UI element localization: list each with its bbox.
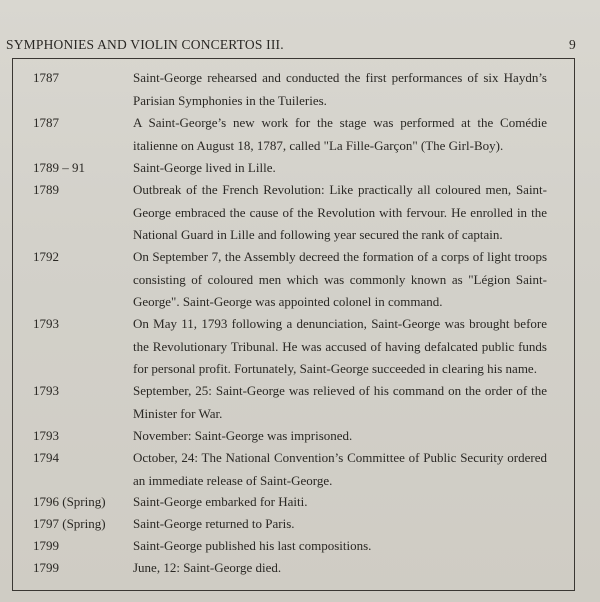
entry-date: 1799 bbox=[33, 538, 59, 553]
entry-date: 1789 bbox=[33, 182, 59, 197]
entry-date: 1796 (Spring) bbox=[33, 494, 106, 509]
page-title: SYMPHONIES AND VIOLIN CONCERTOS III. bbox=[6, 37, 284, 52]
entry-date: 1797 (Spring) bbox=[33, 516, 106, 531]
entry-text: Outbreak of the French Revolution: Like practically all coloured men, Saint-George embraced the cause of the Revolution with fervour. He enrolled in the National Guard in Lille and following year secured the rank of captain. bbox=[133, 182, 547, 242]
entry-text: Saint-George embarked for Haiti. bbox=[133, 494, 308, 509]
entry-date: 1792 bbox=[33, 249, 59, 264]
entry-text: On May 11, 1793 following a denunciation, Saint-George was brought before the Revolutionary Tribunal. He was accused of having defalcated public funds for personal profit. Fortunately, Saint-George succeeded in clearing his name. bbox=[133, 316, 547, 376]
entry-date: 1793 bbox=[33, 428, 59, 443]
entry-text: Saint-George lived in Lille. bbox=[133, 160, 276, 175]
page-number: 9 bbox=[569, 37, 576, 52]
page-header bbox=[6, 37, 582, 57]
chronology-box bbox=[12, 58, 575, 591]
entry-text: Saint-George returned to Paris. bbox=[133, 516, 295, 531]
entry-text: Saint-George rehearsed and conducted the first performances of six Haydn’s Parisian Symphonies in the Tuileries. bbox=[133, 70, 547, 108]
entry-date: 1789 – 91 bbox=[33, 160, 85, 175]
entry-date: 1787 bbox=[33, 115, 59, 130]
entry-date: 1787 bbox=[33, 70, 59, 85]
entry-text: On September 7, the Assembly decreed the formation of a corps of light troops consisting of coloured men which was commonly known as "Légion Saint-George". Saint-George was appointed colonel in command. bbox=[133, 249, 547, 309]
entry-date: 1793 bbox=[33, 316, 59, 331]
entry-text: A Saint-George’s new work for the stage was performed at the Comédie italienne on August 18, 1787, called "La Fille-Garçon" (The Girl-Boy). bbox=[133, 115, 547, 153]
entry-text: Saint-George published his last compositions. bbox=[133, 538, 372, 553]
entry-text: October, 24: The National Convention’s Committee of Public Security ordered an immediate release of Saint-George. bbox=[133, 450, 547, 488]
entry-date: 1793 bbox=[33, 383, 59, 398]
entry-date: 1794 bbox=[33, 450, 59, 465]
entry-text: September, 25: Saint-George was relieved of his command on the order of the Minister for War. bbox=[133, 383, 547, 421]
entry-text: November: Saint-George was imprisoned. bbox=[133, 428, 353, 443]
entry-date: 1799 bbox=[33, 560, 59, 575]
entry-text: June, 12: Saint-George died. bbox=[133, 560, 282, 575]
